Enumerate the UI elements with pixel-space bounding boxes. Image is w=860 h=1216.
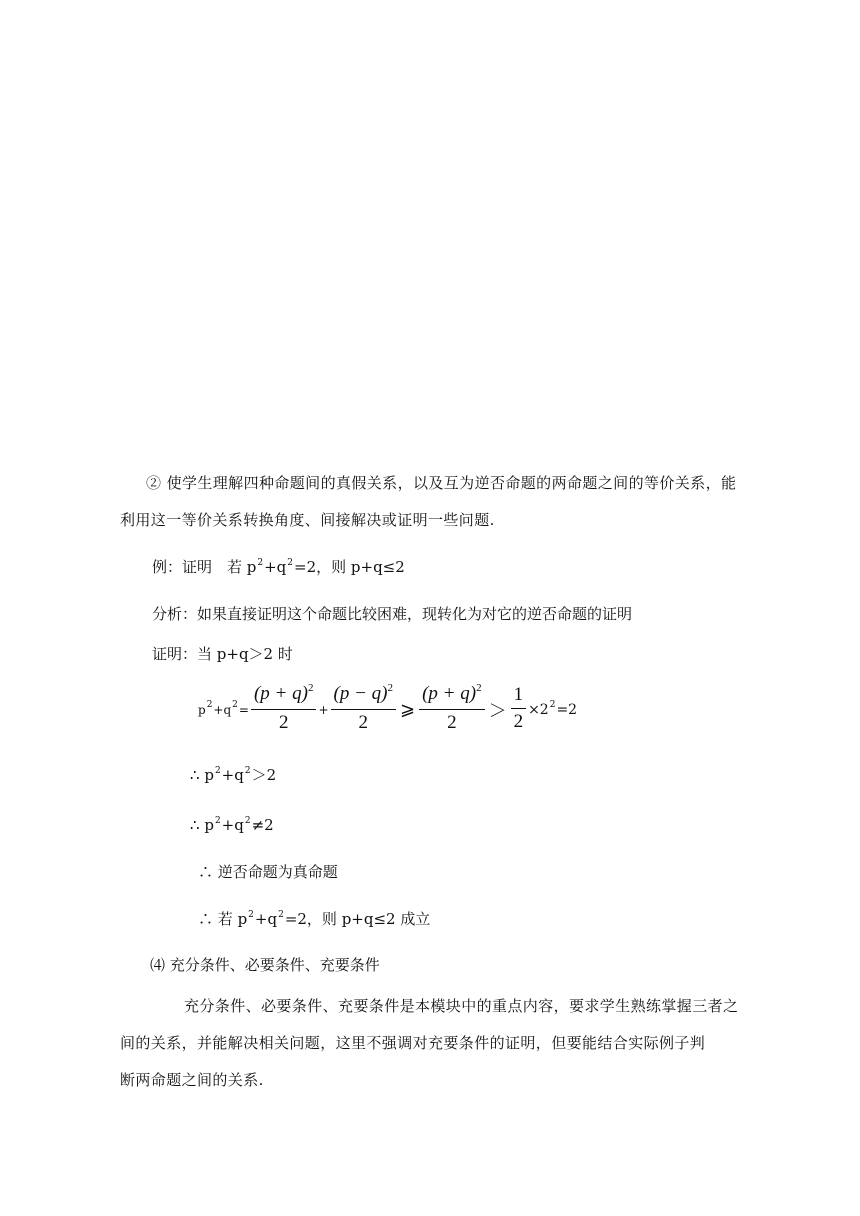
fraction-4: $\frac{1}{2}$: [511, 684, 527, 735]
geq-sign: ⩾: [400, 699, 416, 719]
plus-sign: +: [318, 702, 329, 717]
section4-body-line2: 间的关系，并能解决相关问题，这里不强调对充要条件的证明，但要能结合实际例子判: [120, 1034, 706, 1052]
formula-tail: $\times 2^2=2$: [528, 699, 578, 718]
point2-marker: ②: [146, 474, 162, 492]
proof-start-line: 证明：当 p+q＞2 时: [152, 645, 293, 663]
section4-marker: ⑷: [150, 956, 166, 974]
point2-line2: [120, 509, 495, 530]
section4-heading: [150, 954, 380, 975]
analysis-line: 分析：如果直接证明这个命题比较困难，现转化为对它的逆否命题的证明: [152, 605, 633, 623]
fraction-3: $\frac{(p + q)^2}{2}$: [419, 683, 484, 736]
section4-body-line3: 断两命题之间的关系.: [120, 1071, 264, 1089]
therefore-line-2: ∴ $p^2+q^2\ne 2$: [190, 816, 274, 834]
therefore-symbol: ∴: [190, 816, 200, 834]
section4-body-line1: 充分条件、必要条件、充要条件是本模块中的重点内容，要求学生熟练掌握三者之: [184, 997, 739, 1015]
formula-lhs: $p^2+q^2=$: [198, 699, 249, 717]
therefore-line-1: ∴ $p^2+q^2>2$: [190, 766, 277, 784]
therefore-symbol: ∴: [198, 910, 214, 928]
formula-line: [198, 683, 577, 736]
point2-text-line2: 利用这一等价关系转换角度、间接解决或证明一些问题.: [120, 511, 495, 529]
therefore-line-4: ∴ 若 $p^2+q^2=2$，则 p+q≤2 成立: [198, 910, 431, 928]
example-line: 例：证明 若 $p^2+q^2=2$，则 p+q≤2: [152, 558, 405, 576]
point2-text-line1: 使学生理解四种命题间的真假关系，以及互为逆否命题的两命题之间的等价关系，能: [166, 474, 737, 492]
therefore-line-3: ∴ 逆否命题为真命题: [198, 863, 338, 881]
section4-title: 充分条件、必要条件、充要条件: [169, 956, 380, 974]
fraction-1: $\frac{(p + q)^2}{2}$: [251, 683, 316, 736]
gt-sign: ＞: [488, 700, 507, 721]
therefore-symbol: ∴: [190, 766, 200, 784]
point2-line1: [146, 472, 736, 493]
fraction-2: $\frac{(p - q)^2}{2}$: [331, 683, 396, 736]
therefore-symbol: ∴: [198, 863, 214, 881]
